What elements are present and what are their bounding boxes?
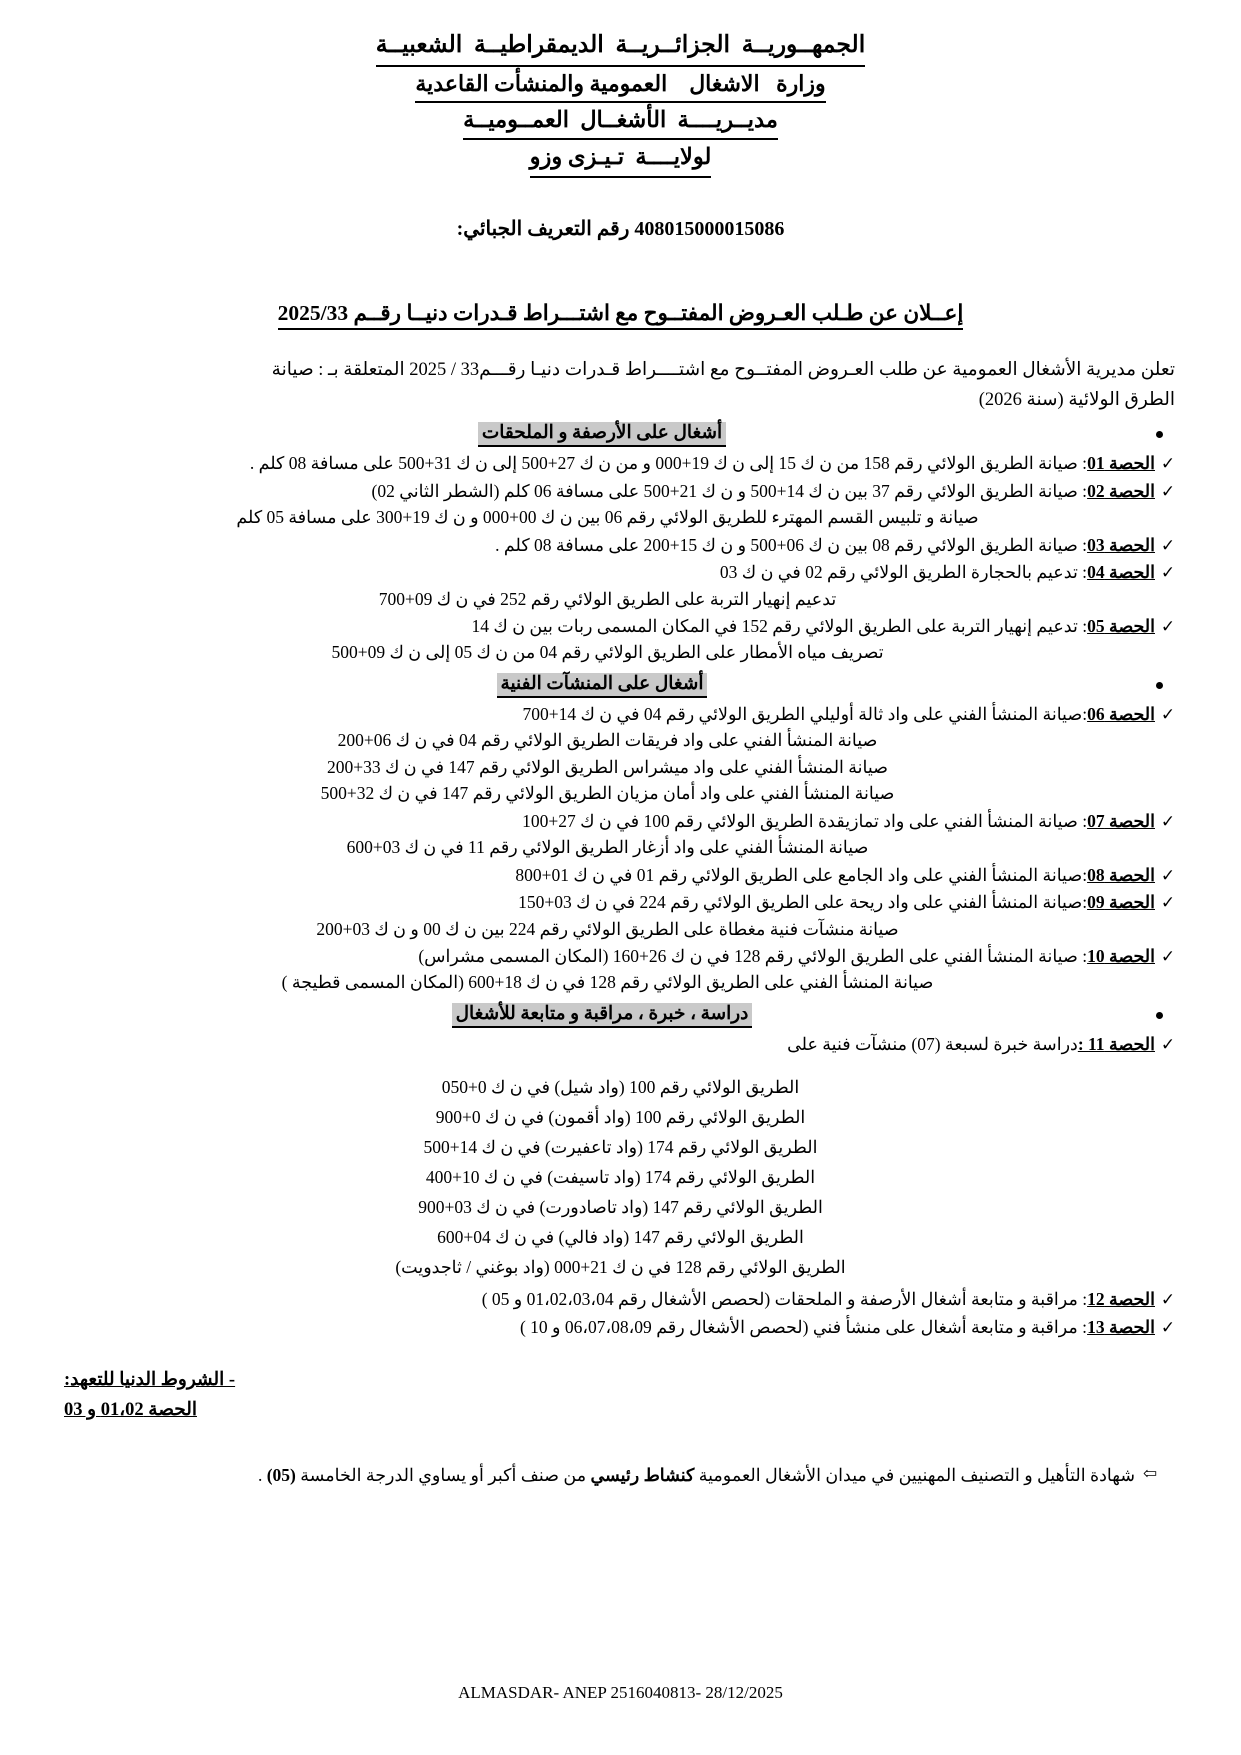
lot-label: الحصة 09 bbox=[1087, 892, 1155, 913]
lot-text: :صيانة المنشأ الفني على واد ثالة أوليلي الطريق الولائي رقم 04 في ن ك 14+700 bbox=[522, 704, 1088, 724]
letterhead-line-republic: الجمهــوريــة الجزائــريــة الديمقراطيــة الشعبيــة bbox=[376, 28, 865, 67]
check-icon: ✓ bbox=[1160, 535, 1176, 555]
road-list bbox=[60, 1072, 1181, 1283]
check-icon: ✓ bbox=[1160, 1035, 1176, 1055]
lot-text: صيانة المنشأ الفني على واد ميشراس الطريق الولائي رقم 147 في ن ك 33+200 bbox=[326, 756, 889, 777]
section-heading-sidewalks bbox=[60, 422, 1181, 447]
check-icon: ✓ bbox=[1160, 563, 1176, 583]
lot-item bbox=[60, 1314, 1181, 1341]
lot-text: :صيانة المنشأ الفني على واد ريحة على الطريق الولائي رقم 224 في ن ك 03+150 bbox=[518, 892, 1088, 913]
section-heading-sidewalks-label: أشغال على الأرصفة و الملحقات bbox=[478, 422, 726, 447]
lot-label: الحصة 10 bbox=[1087, 946, 1155, 967]
road-list-item: الطريق الولائي رقم 147 (واد تاصادورت) في ن ك 03+900 bbox=[418, 1196, 823, 1217]
condition-text-bold-activity: كنشاط رئيسي bbox=[590, 1465, 695, 1486]
section-heading-study-monitoring-label: دراسة ، خبرة ، مراقبة و متابعة للأشغال bbox=[452, 1003, 753, 1028]
lot-text: : صيانة المنشأ الفني على واد تمازيقدة الطريق الولائي رقم 100 في ن ك 27+100 bbox=[522, 811, 1088, 832]
check-icon: ✓ bbox=[1160, 481, 1176, 501]
letterhead-line-wilaya: لولايــــة تـيـزى وزو bbox=[530, 140, 712, 177]
lot-label: الحصة 07 bbox=[1087, 811, 1155, 832]
section-heading-technical-structures bbox=[60, 673, 1181, 698]
lot-text: صيانة و تلبيس القسم المهترء للطريق الولائي رقم 06 بين ن ك 00+000 و ن ك 19+300 على مسافة 05 كلم bbox=[236, 507, 979, 528]
lot-item bbox=[60, 889, 1181, 942]
lot-item bbox=[60, 613, 1181, 666]
lot-label: الحصة 13 bbox=[1087, 1316, 1155, 1337]
lot-label: الحصة 06 bbox=[1087, 704, 1155, 724]
road-list-item: الطريق الولائي رقم 100 (واد أقمون) في ن ك 0+900 bbox=[435, 1106, 806, 1127]
check-icon: ✓ bbox=[1160, 1290, 1176, 1310]
lot-label: الحصة 05 bbox=[1087, 616, 1155, 637]
lot-text: : مراقبة و متابعة أشغال الأرصفة و الملحقات (لحصص الأشغال رقم 01،02،03،04 و 05 ) bbox=[481, 1289, 1088, 1310]
lot-item bbox=[60, 808, 1181, 861]
lot-item bbox=[60, 559, 1181, 612]
lot-label: الحصة 02 bbox=[1087, 480, 1155, 501]
lot-text: : تدعيم إنهيار التربة على الطريق الولائي رقم 152 في المكان المسمى ربات بين ن ك 14 bbox=[471, 616, 1088, 637]
letterhead-line-ministry: وزارة الاشغال العمومية والمنشأت القاعدية bbox=[415, 67, 825, 103]
condition-item bbox=[60, 1462, 1181, 1489]
bullet-icon bbox=[1156, 682, 1163, 689]
bullet-icon bbox=[1156, 1012, 1163, 1019]
lot-label: الحصة 04 bbox=[1087, 562, 1155, 583]
lot-text: تدعيم إنهيار التربة على الطريق الولائي رقم 252 في ن ك 09+700 bbox=[378, 588, 837, 609]
lot-list-technical-structures bbox=[60, 701, 1181, 996]
check-icon: ✓ bbox=[1160, 617, 1176, 637]
intro-paragraph bbox=[60, 356, 1181, 416]
lot-label: الحصة 08 bbox=[1087, 864, 1155, 885]
arrow-icon: ⇦ bbox=[1142, 1464, 1158, 1484]
conditions-block bbox=[60, 1366, 1181, 1426]
conditions-title: - الشروط الدنيا للتعهد: bbox=[64, 1370, 236, 1391]
check-icon: ✓ bbox=[1160, 1317, 1176, 1337]
section-heading-technical-structures-label: أشغال على المنشآت الفنية bbox=[497, 673, 708, 698]
lot-item bbox=[60, 943, 1181, 996]
condition-text-suffix: . bbox=[257, 1465, 267, 1486]
lot-list-final bbox=[60, 1286, 1181, 1340]
lot-item bbox=[60, 450, 1181, 477]
check-icon: ✓ bbox=[1160, 454, 1176, 474]
lot-item bbox=[60, 532, 1181, 559]
lot-item bbox=[60, 478, 1181, 531]
lot-label: الحصة 11 : bbox=[1077, 1034, 1155, 1055]
lot-item bbox=[60, 1031, 1181, 1058]
road-list-item: الطريق الولائي رقم 100 (واد شيل) في ن ك 0+050 bbox=[441, 1076, 800, 1097]
lot-text: دراسة خبرة لسبعة (07) منشآت فنية على bbox=[787, 1034, 1078, 1055]
lot-text: صيانة المنشأ الفني على واد أزغار الطريق الولائي رقم 11 في ن ك 03+600 bbox=[346, 837, 869, 858]
tax-identification-row bbox=[60, 216, 1181, 241]
announcement-title-text: إعــلان عن طـلب العـروض المفتــوح مع اشتـــراط قـدرات دنيــا رقــم 2025/33 bbox=[278, 301, 964, 330]
lot-text: : مراقبة و متابعة أشغال على منشأ فني (لحصص الأشغال رقم 06،07،08،09 و 10 ) bbox=[519, 1316, 1088, 1337]
lot-text: : صيانة الطريق الولائي رقم 158 من ن ك 15 إلى ن ك 19+000 و من ن ك 27+500 إلى ن ك 31+500 على مسافة 08 كلم . bbox=[249, 453, 1088, 474]
lot-list-study-monitoring bbox=[60, 1031, 1181, 1058]
lot-list-sidewalks bbox=[60, 450, 1181, 666]
intro-line-2: الطرق الولائية (سنة 2026) bbox=[978, 389, 1175, 410]
lot-text: صيانة منشآت فنية مغطاة على الطريق الولائي رقم 224 بين ن ك 00 و ن ك 03+200 bbox=[316, 918, 899, 939]
letterhead bbox=[60, 28, 1181, 178]
lot-text: : صيانة المنشأ الفني على الطريق الولائي رقم 128 في ن ك 26+160 (المكان المسمى مشراس) bbox=[418, 946, 1088, 967]
announcement-title bbox=[60, 301, 1181, 330]
check-icon: ✓ bbox=[1160, 947, 1176, 967]
road-list-item: الطريق الولائي رقم 128 في ن ك 21+000 (واد بوغني / ثاجدويت) bbox=[395, 1257, 846, 1278]
check-icon: ✓ bbox=[1160, 705, 1176, 724]
intro-line-1: تعلن مديرية الأشغال العمومية عن طلب العـروض المفتــوح مع اشتــــراط قـدرات دنيـا رقـــم33 / 2025 المتعلقة بـ : صيانة bbox=[271, 359, 1175, 380]
lot-text: صيانة المنشأ الفني على واد فريقات الطريق الولائي رقم 04 في ن ك 06+200 bbox=[337, 730, 878, 751]
road-list-item: الطريق الولائي رقم 174 (واد تاعفيرت) في ن ك 14+500 bbox=[423, 1136, 818, 1157]
condition-text-middle: من صنف أكبر أو يساوي الدرجة الخامسة bbox=[295, 1465, 591, 1486]
letterhead-line-directorate: مديــريــــة الأشغــال العمــوميــة bbox=[463, 103, 778, 140]
road-list-item: الطريق الولائي رقم 147 (واد فالي) في ن ك 04+600 bbox=[437, 1227, 804, 1248]
road-list-item: الطريق الولائي رقم 174 (واد تاسيفت) في ن ك 10+400 bbox=[425, 1166, 816, 1187]
condition-text-prefix: شهادة التأهيل و التصنيف المهنيين في ميدان الأشغال العمومية bbox=[694, 1465, 1135, 1486]
check-icon: ✓ bbox=[1160, 865, 1176, 885]
lot-label: الحصة 01 bbox=[1087, 453, 1155, 474]
conditions-subtitle: الحصة 01،02 و 03 bbox=[64, 1400, 197, 1421]
lot-label: الحصة 03 bbox=[1087, 534, 1155, 555]
tax-id-value: 408015000015086 bbox=[634, 217, 785, 240]
lot-text: تصريف مياه الأمطار على الطريق الولائي رقم 04 من ن ك 05 إلى ن ك 09+500 bbox=[331, 642, 884, 663]
section-heading-study-monitoring bbox=[60, 1003, 1181, 1028]
footer-anep-reference: ALMASDAR- ANEP 2516040813- 28/12/2025 bbox=[458, 1683, 783, 1702]
lot-text: صيانة المنشأ الفني على واد أمان مزيان الطريق الولائي رقم 147 في ن ك 32+500 bbox=[320, 783, 895, 804]
lot-text: : تدعيم بالحجارة الطريق الولائي رقم 02 في ن ك 03 bbox=[719, 562, 1088, 583]
lot-item bbox=[60, 1286, 1181, 1313]
lot-text: : صيانة الطريق الولائي رقم 37 بين ن ك 14+500 و ن ك 21+500 على مسافة 06 كلم (الشطر الثاني 02) bbox=[371, 480, 1088, 501]
lot-item bbox=[60, 701, 1181, 807]
lot-label: الحصة 12 bbox=[1087, 1289, 1155, 1310]
lot-text: صيانة المنشأ الفني على الطريق الولائي رقم 128 في ن ك 18+600 (المكان المسمى قطيجة ) bbox=[281, 972, 934, 993]
lot-text: :صيانة المنشأ الفني على واد الجامع على الطريق الولائي رقم 01 في ن ك 01+800 bbox=[515, 864, 1088, 885]
bullet-icon bbox=[1156, 431, 1163, 438]
check-icon: ✓ bbox=[1160, 812, 1176, 832]
lot-text: : صيانة الطريق الولائي رقم 08 بين ن ك 06+500 و ن ك 15+200 على مسافة 08 كلم . bbox=[495, 534, 1088, 555]
lot-item bbox=[60, 862, 1181, 889]
condition-text-bold-grade: (05) bbox=[266, 1465, 296, 1486]
tax-id-label: رقم التعريف الجبائي: bbox=[456, 217, 630, 240]
check-icon: ✓ bbox=[1160, 893, 1176, 913]
